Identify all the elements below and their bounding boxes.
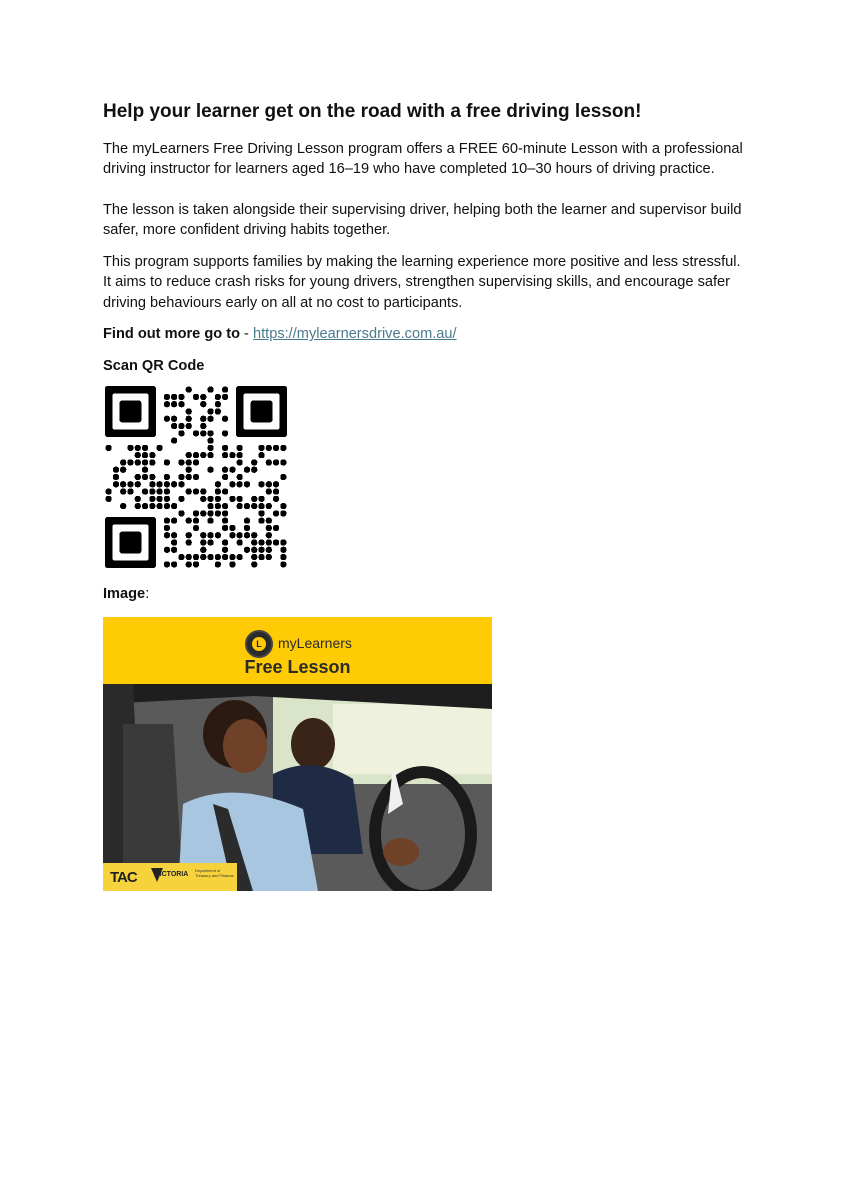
- department-text: Department of Treasury and Finance: [195, 867, 234, 878]
- driving-photo: [103, 684, 492, 891]
- website-link[interactable]: https://mylearnersdrive.com.au/: [252, 326, 457, 343]
- page-title: Help your learner get on the road with a free driving lesson!: [103, 101, 642, 122]
- program-paragraph: This program supports families by making the learning experience more positive and less stressful. It aims to reduce crash risks for young drivers, strengthen supervising skills, and encourage safer driving behaviours early on all at no cost to participants.: [103, 253, 741, 311]
- mylearners-logo-icon: [245, 630, 273, 658]
- sponsor-strip: [103, 863, 237, 891]
- image-label: Image: [103, 586, 146, 603]
- document-page: [103, 100, 743, 891]
- separator: -: [240, 326, 253, 343]
- banner-brand: myLearners: [278, 634, 352, 651]
- logo-letter: L: [252, 637, 266, 651]
- tac-logo: TAC: [110, 868, 137, 886]
- banner-title: Free Lesson: [244, 656, 351, 677]
- image-label-colon: :: [145, 586, 150, 603]
- find-out-more-line: [103, 324, 743, 345]
- scan-qr-label: Scan QR Code: [103, 357, 205, 374]
- victoria-logo: VICTORIA: [155, 870, 189, 878]
- find-out-more-label: Find out more go to: [103, 326, 240, 343]
- intro-paragraph: The myLearners Free Driving Lesson program offers a FREE 60-minute Lesson with a professional driving instructor for learners aged 16–19 who have completed 10–30 hours of driving practice.: [103, 140, 743, 178]
- image-label-line: [103, 584, 743, 605]
- lesson-paragraph: The lesson is taken alongside their supervising driver, helping both the learner and supervisor build safer, more confident driving habits together.: [103, 201, 742, 239]
- promo-banner-image: [103, 617, 492, 891]
- qr-code: [105, 386, 287, 568]
- banner-header: [103, 617, 492, 684]
